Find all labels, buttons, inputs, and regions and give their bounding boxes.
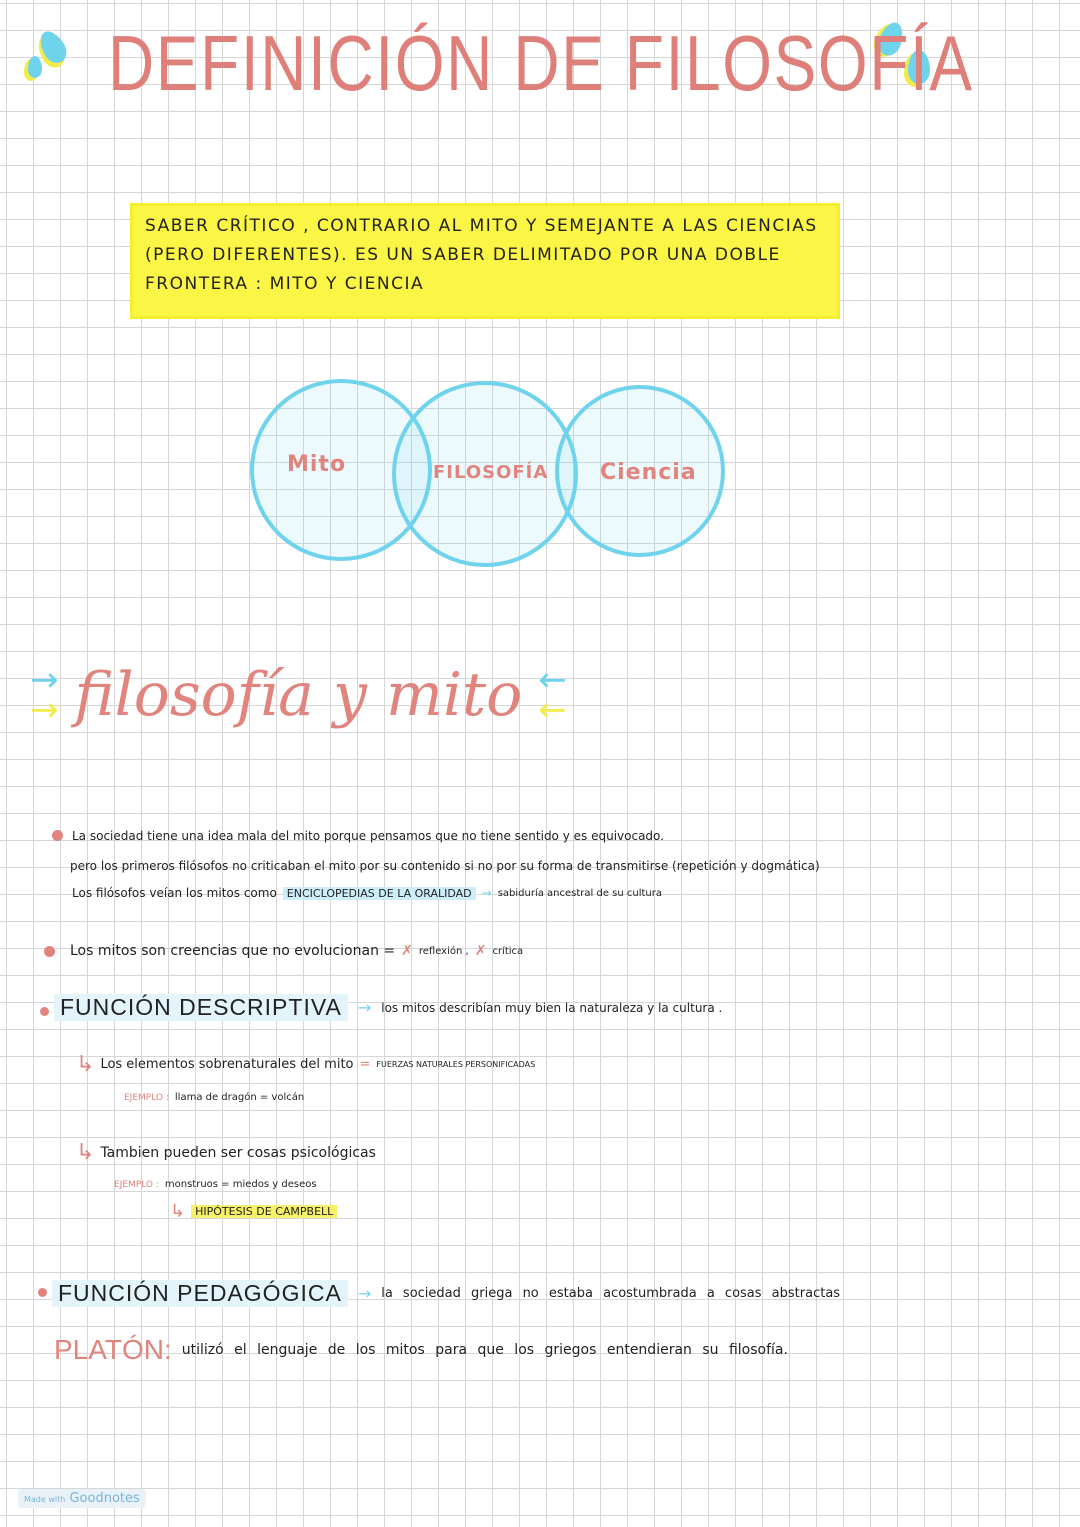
note-text: los mitos describían muy bien la naturaleza y la cultura . [381,1000,723,1015]
arrow-left-icon: ← [538,690,567,730]
arrow-right-icon: → [30,660,59,700]
cross-icon: ✗ [401,943,413,959]
arrows-right [30,660,59,730]
arrow-right-icon: → [30,690,59,730]
function-heading: FUNCIÓN DESCRIPTIVA [54,994,348,1021]
platon-row [54,1334,788,1366]
arrow-icon: → [357,998,372,1017]
bullet-icon [40,1007,49,1016]
note-text: Tambien pueden ser cosas psicológicas [100,1144,376,1161]
venn-label-mito: Mito [287,452,347,477]
note-text: Los filósofos veían los mitos como [72,886,277,900]
highlight-text: HIPÓTESIS DE CAMPBELL [191,1205,337,1218]
note-text: La sociedad tiene una idea mala del mito porque pensamos que no tiene sentido y es equivocado. [72,829,664,843]
note-text: FUERZAS NATURALES PERSONIFICADAS [376,1060,536,1069]
platon-label: PLATÓN: [54,1334,172,1365]
goodnotes-watermark [18,1489,146,1508]
note-text: reflexión , [418,945,469,957]
note-text: Los mitos son creencias que no evolucionan = [70,943,396,959]
note-text: monstruos = miedos y deseos [164,1179,317,1190]
bullet-icon [44,946,55,957]
note-text: llama de dragón = volcán [174,1092,305,1103]
arrow-icon: → [481,886,492,900]
section-title: filosofía y mito [74,660,523,730]
function-heading: FUNCIÓN PEDAGÓGICA [52,1280,348,1307]
drop-decoration-icon [28,56,42,78]
sub-note-line [76,1052,535,1077]
venn-label-filosofia: FILOSOFÍA [433,462,549,483]
note-text: Los elementos sobrenaturales del mito [100,1057,354,1072]
definition-box: SABER CRÍTICO , CONTRARIO AL MITO Y SEMEJANTE A LAS CIENCIAS (PERO DIFERENTES). ES UN SABER DELIMITADO POR UNA DOBLE FRONTERA : MITO Y CIENCIA [130,203,840,319]
note-text: pero los primeros filósofos no criticaban el mito por su contenido si no por su forma de transmitirse (repetición y dogmática) [70,859,820,873]
function-pedagogica-row [52,1280,840,1307]
example-line [124,1092,304,1103]
sub-arrow-icon: ↳ [76,1052,95,1077]
bullet-icon [38,1288,47,1297]
cross-icon: ✗ [474,943,487,959]
section-header [30,655,567,735]
arrows-left [538,660,567,730]
arrow-left-icon: ← [538,660,567,700]
arrow-icon: → [357,1284,372,1303]
sub-note-line [76,1140,376,1165]
note-line [72,886,662,900]
note-text: sabiduría ancestral de su cultura [497,887,662,899]
sub-arrow-icon: ↳ [76,1140,95,1165]
example-label: EJEMPLO : [114,1179,159,1190]
highlight-text: ENCICLOPEDIAS DE LA ORALIDAD [283,887,476,900]
example-line [114,1179,317,1190]
equals-icon: = [359,1057,371,1072]
watermark-text: Made with [24,1495,66,1504]
venn-label-ciencia: Ciencia [600,460,697,485]
hypothesis-line [170,1201,337,1222]
page-title: DEFINICIÓN DE FILOSOFÍA [108,19,974,107]
note-text: la sociedad griega no estaba acostumbrada a cosas abstractas [381,1286,841,1301]
watermark-brand: Goodnotes [69,1491,140,1506]
note-text: utilizó el lenguaje de los mitos para que los griegos entendieran su filosofía. [181,1342,788,1358]
example-label: EJEMPLO : [124,1092,169,1103]
function-descriptiva-row [54,994,722,1021]
bullet-icon [52,830,63,841]
note-line [70,943,523,959]
sub-arrow-icon: ↳ [170,1201,186,1222]
note-text: crítica [492,945,524,957]
